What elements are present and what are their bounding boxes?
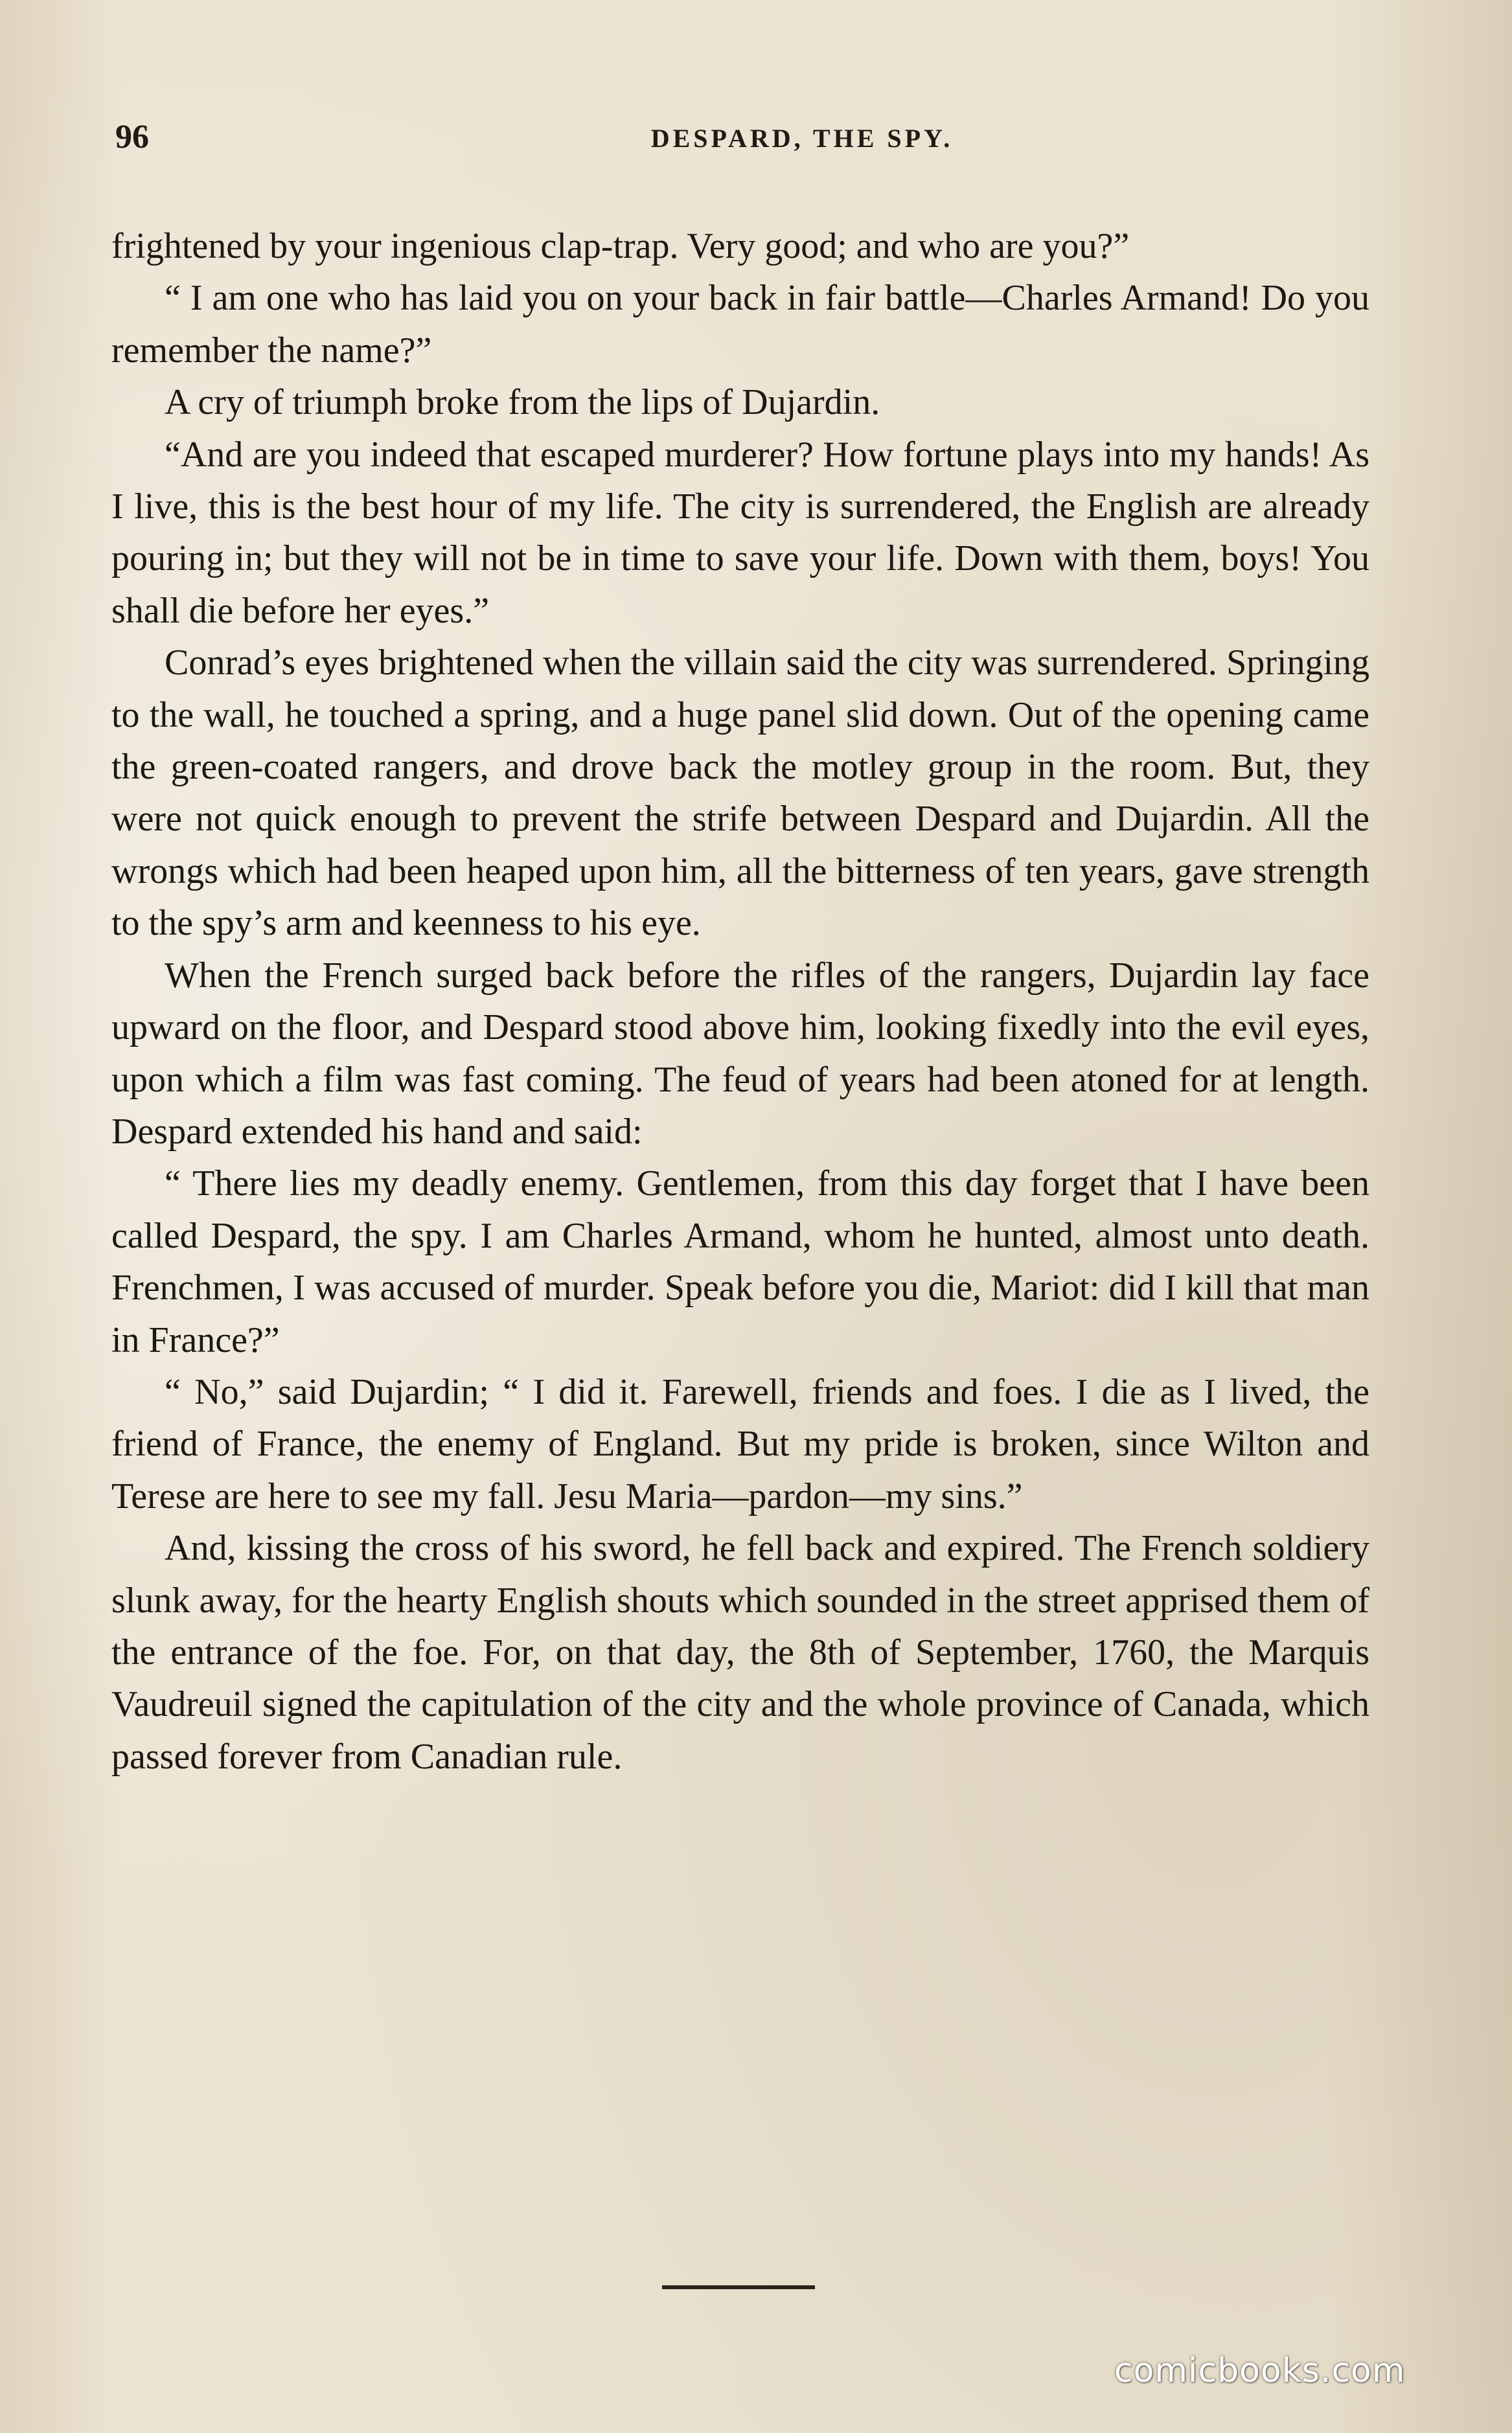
page-header: [115, 118, 1372, 170]
paragraph-5: Conrad’s eyes brightened when the villain said the city was surrendered. Springing to the wall, he touched a spring, and a huge panel slid down. Out of the opening came the green-coated rangers, and drove back the motley group in the room. But, they were not quick enough to prevent the strife between Despard and Dujardin. All the wrongs which had been heaped upon him, all the bitterness of ten years, gave strength to the spy’s arm and keenness to his eye.: [111, 643, 1369, 944]
paragraph-9: And, kissing the cross of his sword, he fell back and expired. The French soldiery slunk away, for the hearty English shouts which sounded in the street apprised them of the entrance of the foe. For, on that day, the 8th of September, 1760, the Marquis Vaudreuil signed the capitulation of the city and the whole province of Canada, which passed forever from Canadian rule.: [111, 1528, 1369, 1777]
body-text: [111, 220, 1369, 1783]
paragraph-2: “ I am one who has laid you on your back in fair battle—Charles Armand! Do you remember the name?”: [111, 278, 1369, 371]
paragraph-3: A cry of triumph broke from the lips of Dujardin.: [165, 382, 880, 423]
paragraph-6: When the French surged back before the rifles of the rangers, Dujardin lay face upward on the floor, and Despard stood above him, looking fixedly into the evil eyes, upon which a film was fast coming. The feud of years had been atoned for at length. Despard extended his hand and said:: [111, 955, 1369, 1152]
page-number: 96: [115, 119, 149, 155]
paragraph-1: frightened by your ingenious clap-trap. Very good; and who are you?”: [111, 226, 1130, 266]
watermark: comicbooks.com: [1114, 2351, 1406, 2390]
paragraph-7: “ There lies my deadly enemy. Gentlemen, from this day forget that I have been called Despard, the spy. I am Charles Armand, whom he hunted, almost unto death. Frenchmen, I was accused of murder. Speak before you die, Mariot: did I kill that man in France?”: [111, 1163, 1369, 1360]
paragraph-8: “ No,” said Dujardin; “ I did it. Farewell, friends and foes. I die as I lived, the friend of France, the enemy of England. But my pride is broken, since Wilton and Terese are here to see my fall. Jesu Maria—pardon—my sins.”: [111, 1371, 1369, 1516]
running-head: DESPARD, THE SPY.: [650, 124, 954, 153]
end-rule: [662, 2285, 815, 2289]
paragraph-4: “And are you indeed that escaped murderer? How fortune plays into my hands! As I live, this is the best hour of my life. The city is surrendered, the English are already pouring in; but they will not be in time to save your life. Down with them, boys! You shall die before her eyes.”: [111, 434, 1369, 631]
